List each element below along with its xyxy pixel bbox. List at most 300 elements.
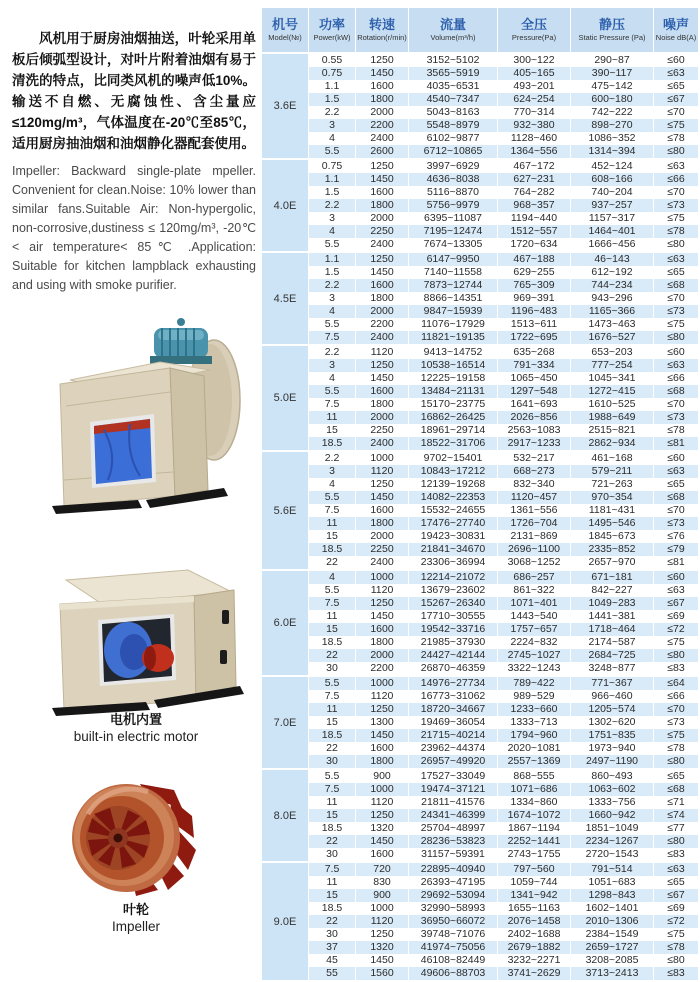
spec-cell: 2131~869 <box>498 530 570 543</box>
spec-cell: 2384~1549 <box>571 928 653 941</box>
spec-cell: 3208~2085 <box>571 954 653 967</box>
spec-cell: ≤65 <box>654 80 698 93</box>
spec-cell: 1205~574 <box>571 703 653 716</box>
spec-cell: 2200 <box>356 318 408 331</box>
spec-row <box>309 729 698 742</box>
spec-cell: 290~87 <box>571 54 653 67</box>
spec-cell: 29692~53094 <box>409 889 497 902</box>
spec-cell: 1.5 <box>309 93 355 106</box>
spec-cell: 1361~556 <box>498 504 570 517</box>
spec-cell: 842~227 <box>571 584 653 597</box>
spec-cell: 1473~463 <box>571 318 653 331</box>
spec-cell: ≤71 <box>654 796 698 809</box>
spec-cell: 41974~75056 <box>409 941 497 954</box>
spec-row <box>309 796 698 809</box>
spec-cell: 5.5 <box>309 145 355 158</box>
spec-cell: 4035~6531 <box>409 80 497 93</box>
spec-cell: 4 <box>309 372 355 385</box>
spec-cell: 1800 <box>356 93 408 106</box>
spec-cell: 1512~557 <box>498 225 570 238</box>
spec-cell: 1297~548 <box>498 385 570 398</box>
spec-cell: 30 <box>309 928 355 941</box>
spec-cell: 2250 <box>356 543 408 556</box>
spec-cell: ≤70 <box>654 106 698 119</box>
model-cell: 4.5E <box>262 253 308 344</box>
spec-cell: 1602~1401 <box>571 902 653 915</box>
spec-cell: 635~268 <box>498 346 570 359</box>
spec-cell: ≤69 <box>654 902 698 915</box>
spec-cell: 1157~317 <box>571 212 653 225</box>
spec-cell: 1718~464 <box>571 623 653 636</box>
spec-cell: 45 <box>309 954 355 967</box>
spec-cell: 789~422 <box>498 677 570 690</box>
spec-cell: 1450 <box>356 67 408 80</box>
spec-cell: 1250 <box>356 597 408 610</box>
model-cell: 9.0E <box>262 863 308 980</box>
spec-cell: ≤65 <box>654 876 698 889</box>
model-group <box>262 160 698 251</box>
spec-cell: ≤70 <box>654 703 698 716</box>
spec-cell: 3 <box>309 119 355 132</box>
spec-cell: ≤70 <box>654 292 698 305</box>
spec-cell: 1600 <box>356 186 408 199</box>
spec-row <box>309 279 698 292</box>
spec-cell: 3 <box>309 465 355 478</box>
spec-cell: 900 <box>356 770 408 783</box>
spec-cell: 16773~31062 <box>409 690 497 703</box>
header-label-en: Pressure(Pa) <box>511 33 557 42</box>
spec-row <box>309 119 698 132</box>
spec-cell: ≤80 <box>654 145 698 158</box>
spec-row <box>309 543 698 556</box>
spec-cell: 1341~942 <box>498 889 570 902</box>
spec-cell: 2743~1755 <box>498 848 570 861</box>
spec-cell: ≤63 <box>654 67 698 80</box>
spec-cell: 25704~48997 <box>409 822 497 835</box>
spec-row <box>309 106 698 119</box>
spec-cell: 1086~352 <box>571 132 653 145</box>
spec-cell: 1720~634 <box>498 238 570 251</box>
model-cell: 5.0E <box>262 346 308 450</box>
spec-cell: 6102~9877 <box>409 132 497 145</box>
spec-row <box>309 359 698 372</box>
spec-cell: 12214~21072 <box>409 571 497 584</box>
spec-cell: 2862~934 <box>571 437 653 450</box>
spec-cell: 1666~456 <box>571 238 653 251</box>
spec-cell: ≤63 <box>654 253 698 266</box>
spec-cell: 2720~1543 <box>571 848 653 861</box>
header-label-zh: 流量 <box>439 17 466 32</box>
spec-cell: 765~309 <box>498 279 570 292</box>
spec-cell: 1757~657 <box>498 623 570 636</box>
spec-cell: 15170~23775 <box>409 398 497 411</box>
spec-row <box>309 160 698 173</box>
spec-cell: 3565~5919 <box>409 67 497 80</box>
spec-cell: ≤80 <box>654 954 698 967</box>
spec-cell: 2335~852 <box>571 543 653 556</box>
header-cell <box>498 8 570 52</box>
spec-cell: 3741~2629 <box>498 967 570 980</box>
spec-cell: 18.5 <box>309 437 355 450</box>
spec-cell: 493~201 <box>498 80 570 93</box>
spec-cell: ≤75 <box>654 119 698 132</box>
spec-cell: 1128~460 <box>498 132 570 145</box>
spec-cell: 860~493 <box>571 770 653 783</box>
header-label-en: Rotation(r/min) <box>357 33 407 42</box>
spec-cell: 1196~483 <box>498 305 570 318</box>
spec-cell: 1181~431 <box>571 504 653 517</box>
spec-cell: 1845~673 <box>571 530 653 543</box>
spec-cell: 624~254 <box>498 93 570 106</box>
spec-cell: 2400 <box>356 331 408 344</box>
spec-cell: 15 <box>309 530 355 543</box>
spec-cell: 300~122 <box>498 54 570 67</box>
spec-cell: 2400 <box>356 238 408 251</box>
spec-cell: 1441~381 <box>571 610 653 623</box>
spec-row <box>309 424 698 437</box>
spec-cell: ≤67 <box>654 889 698 902</box>
spec-cell: 7.5 <box>309 690 355 703</box>
spec-cell: 1660~942 <box>571 809 653 822</box>
spec-cell: 900 <box>356 889 408 902</box>
spec-cell: 721~263 <box>571 478 653 491</box>
spec-cell: 943~296 <box>571 292 653 305</box>
spec-cell: ≤68 <box>654 491 698 504</box>
header-label-zh: 转速 <box>368 17 395 32</box>
model-group <box>262 770 698 861</box>
spec-cell: 898~270 <box>571 119 653 132</box>
spec-cell: 2659~1727 <box>571 941 653 954</box>
spec-cell: 15 <box>309 716 355 729</box>
spec-cell: ≤60 <box>654 571 698 584</box>
spec-cell: ≤80 <box>654 331 698 344</box>
spec-cell: 2200 <box>356 119 408 132</box>
spec-cell: 4 <box>309 132 355 145</box>
model-group <box>262 253 698 344</box>
spec-cell: ≤70 <box>654 504 698 517</box>
header-label-en: Noise dB(A) <box>655 33 697 42</box>
spec-cell: 5.5 <box>309 318 355 331</box>
spec-cell: 1120 <box>356 346 408 359</box>
spec-cell: 7873~12744 <box>409 279 497 292</box>
spec-cell: 600~180 <box>571 93 653 106</box>
spec-cell: 1250 <box>356 359 408 372</box>
spec-cell: 26393~47195 <box>409 876 497 889</box>
spec-cell: ≤78 <box>654 941 698 954</box>
spec-cell: ≤73 <box>654 716 698 729</box>
spec-cell: 8866~14351 <box>409 292 497 305</box>
spec-cell: 6147~9950 <box>409 253 497 266</box>
spec-row <box>309 305 698 318</box>
spec-cell: 1120 <box>356 465 408 478</box>
spec-cell: 1450 <box>356 173 408 186</box>
spec-cell: 1800 <box>356 636 408 649</box>
spec-cell: 2020~1081 <box>498 742 570 755</box>
spec-row <box>309 145 698 158</box>
spec-cell: 7.5 <box>309 783 355 796</box>
spec-cell: 1233~660 <box>498 703 570 716</box>
spec-cell: 968~357 <box>498 199 570 212</box>
description-english: Impeller: Backward single-plate mpeller. Convenient for clean.Noise: 10% lower than similar fans.Suitable Air: Non-hypergolic, non-corrosive,dustiness ≤ 120mg/m³, -20℃ < air temperature< 85℃ .Application: Suitable for kitchen lampblack exhausting and using with smoke purifier. <box>12 164 256 292</box>
spec-cell: 1726~704 <box>498 517 570 530</box>
spec-cell: 1450 <box>356 491 408 504</box>
spec-cell: 937~257 <box>571 199 653 212</box>
table-body <box>262 54 698 980</box>
spec-row <box>309 517 698 530</box>
spec-cell: 18.5 <box>309 729 355 742</box>
spec-row <box>309 504 698 517</box>
spec-cell: 1973~940 <box>571 742 653 755</box>
spec-cell: 28236~53823 <box>409 835 497 848</box>
spec-cell: 37 <box>309 941 355 954</box>
model-cell: 7.0E <box>262 677 308 768</box>
spec-cell: 2679~1882 <box>498 941 570 954</box>
spec-cell: ≤80 <box>654 238 698 251</box>
spec-row <box>309 623 698 636</box>
spec-row <box>309 649 698 662</box>
spec-cell: 1450 <box>356 729 408 742</box>
motor-caption-en: built-in electric motor <box>73 729 199 744</box>
spec-cell: 17476~27740 <box>409 517 497 530</box>
header-cell <box>409 8 497 52</box>
spec-cell: 1051~683 <box>571 876 653 889</box>
spec-cell: 7.5 <box>309 597 355 610</box>
spec-cell: 16862~26425 <box>409 411 497 424</box>
spec-cell: 2200 <box>356 662 408 675</box>
spec-cell: 15 <box>309 889 355 902</box>
spec-cell: 1165~366 <box>571 305 653 318</box>
spec-cell: 1250 <box>356 703 408 716</box>
spec-cell: 579~211 <box>571 465 653 478</box>
spec-cell: 1063~602 <box>571 783 653 796</box>
spec-row <box>309 54 698 67</box>
spec-cell: 791~514 <box>571 863 653 876</box>
spec-cell: 24341~46399 <box>409 809 497 822</box>
spec-cell: 22895~40940 <box>409 863 497 876</box>
spec-cell: 1071~686 <box>498 783 570 796</box>
spec-cell: 1794~960 <box>498 729 570 742</box>
spec-cell: 3 <box>309 212 355 225</box>
spec-cell: 1600 <box>356 80 408 93</box>
spec-row <box>309 292 698 305</box>
spec-cell: 21715~40214 <box>409 729 497 742</box>
spec-cell: 17710~30555 <box>409 610 497 623</box>
spec-cell: 19423~30831 <box>409 530 497 543</box>
header-label-zh: 功率 <box>318 17 345 32</box>
model-group <box>262 452 698 569</box>
spec-cell: 5116~8870 <box>409 186 497 199</box>
spec-cell: 989~529 <box>498 690 570 703</box>
spec-row <box>309 755 698 768</box>
spec-row <box>309 465 698 478</box>
spec-cell: 11 <box>309 703 355 716</box>
spec-row <box>309 238 698 251</box>
spec-cell: 1.1 <box>309 80 355 93</box>
spec-cell: 1800 <box>356 755 408 768</box>
spec-cell: 15 <box>309 809 355 822</box>
spec-row <box>309 571 698 584</box>
spec-cell: 1334~860 <box>498 796 570 809</box>
spec-row <box>309 385 698 398</box>
spec-cell: ≤70 <box>654 186 698 199</box>
spec-row <box>309 186 698 199</box>
spec-cell: 467~188 <box>498 253 570 266</box>
spec-cell: 11 <box>309 796 355 809</box>
spec-cell: 1250 <box>356 928 408 941</box>
spec-row <box>309 331 698 344</box>
spec-cell: ≤74 <box>654 809 698 822</box>
spec-row <box>309 199 698 212</box>
spec-cell: 1600 <box>356 504 408 517</box>
spec-cell: 6712~10865 <box>409 145 497 158</box>
spec-row <box>309 954 698 967</box>
spec-cell: 1450 <box>356 610 408 623</box>
spec-cell: 2076~1458 <box>498 915 570 928</box>
spec-cell: 11 <box>309 610 355 623</box>
fan-unit-photo <box>36 558 248 718</box>
model-cell: 3.6E <box>262 54 308 158</box>
spec-cell: 1600 <box>356 742 408 755</box>
spec-cell: 12225~19158 <box>409 372 497 385</box>
spec-cell: 2400 <box>356 556 408 569</box>
spec-cell: 5043~8163 <box>409 106 497 119</box>
spec-cell: 2.2 <box>309 199 355 212</box>
spec-cell: 7.5 <box>309 331 355 344</box>
table-header-row <box>262 8 698 52</box>
spec-cell: 0.75 <box>309 67 355 80</box>
spec-cell: 1000 <box>356 783 408 796</box>
spec-cell: 797~560 <box>498 863 570 876</box>
spec-row <box>309 318 698 331</box>
spec-cell: 2026~856 <box>498 411 570 424</box>
spec-cell: 22 <box>309 556 355 569</box>
model-cell: 4.0E <box>262 160 308 251</box>
spec-cell: ≤83 <box>654 967 698 980</box>
spec-cell: 11 <box>309 517 355 530</box>
spec-cell: 1059~744 <box>498 876 570 889</box>
spec-cell: 627~231 <box>498 173 570 186</box>
spec-cell: ≤75 <box>654 729 698 742</box>
spec-row <box>309 636 698 649</box>
spec-cell: ≤81 <box>654 437 698 450</box>
spec-cell: 467~172 <box>498 160 570 173</box>
spec-cell: ≤75 <box>654 928 698 941</box>
spec-cell: 830 <box>356 876 408 889</box>
header-label-en: Power(kW) <box>313 33 351 42</box>
specification-table <box>262 8 698 982</box>
spec-cell: 21841~34670 <box>409 543 497 556</box>
spec-cell: 1364~556 <box>498 145 570 158</box>
description-chinese: 风机用于厨房油烟抽送，叶轮采用单板后倾弧型设计，对叶片附着油烟有易于清洗的特点，比同类风机的噪声低10%。输送不自燃、无腐蚀性、含尘量应≤120mg/m³，气体温度在-20℃至85℃，适用厨房抽油烟和油烟静化器配套使用。 <box>12 31 256 151</box>
spec-cell: ≤81 <box>654 556 698 569</box>
spec-cell: 22 <box>309 835 355 848</box>
spec-row <box>309 835 698 848</box>
spec-cell: 13679~23602 <box>409 584 497 597</box>
spec-cell: 11 <box>309 411 355 424</box>
spec-cell: 1250 <box>356 809 408 822</box>
spec-cell: 1320 <box>356 941 408 954</box>
spec-cell: ≤66 <box>654 173 698 186</box>
spec-cell: 26957~49920 <box>409 755 497 768</box>
spec-cell: 1443~540 <box>498 610 570 623</box>
spec-cell: ≤83 <box>654 662 698 675</box>
spec-cell: 2515~821 <box>571 424 653 437</box>
spec-cell: 2400 <box>356 132 408 145</box>
spec-cell: ≤70 <box>654 398 698 411</box>
spec-cell: 1800 <box>356 199 408 212</box>
spec-cell: 46108~82449 <box>409 954 497 967</box>
motor-caption-zh: 电机内置 <box>109 712 162 727</box>
spec-cell: 742~222 <box>571 106 653 119</box>
spec-cell: 2250 <box>356 225 408 238</box>
spec-cell: 771~367 <box>571 677 653 690</box>
spec-row <box>309 491 698 504</box>
spec-cell: 2000 <box>356 305 408 318</box>
spec-row <box>309 610 698 623</box>
spec-cell: 1.5 <box>309 266 355 279</box>
spec-row <box>309 530 698 543</box>
spec-cell: 3232~2271 <box>498 954 570 967</box>
spec-cell: 686~257 <box>498 571 570 584</box>
spec-row <box>309 584 698 597</box>
spec-cell: 629~255 <box>498 266 570 279</box>
spec-cell: 18961~29714 <box>409 424 497 437</box>
spec-cell: 1250 <box>356 478 408 491</box>
spec-cell: 2557~1369 <box>498 755 570 768</box>
spec-cell: ≤63 <box>654 863 698 876</box>
spec-cell: 22 <box>309 742 355 755</box>
spec-cell: 7140~11558 <box>409 266 497 279</box>
spec-row <box>309 770 698 783</box>
spec-row <box>309 662 698 675</box>
spec-cell: 3713~2413 <box>571 967 653 980</box>
spec-cell: 23306~36994 <box>409 556 497 569</box>
spec-cell: 3248~877 <box>571 662 653 675</box>
spec-cell: 832~340 <box>498 478 570 491</box>
spec-cell: 1333~756 <box>571 796 653 809</box>
spec-row <box>309 372 698 385</box>
spec-cell: 475~142 <box>571 80 653 93</box>
spec-cell: ≤79 <box>654 543 698 556</box>
spec-row <box>309 928 698 941</box>
spec-cell: ≤65 <box>654 770 698 783</box>
spec-cell: ≤63 <box>654 160 698 173</box>
spec-cell: 2224~832 <box>498 636 570 649</box>
spec-cell: 405~165 <box>498 67 570 80</box>
spec-cell: ≤80 <box>654 755 698 768</box>
spec-cell: 1655~1163 <box>498 902 570 915</box>
model-group <box>262 571 698 675</box>
spec-cell: ≤80 <box>654 649 698 662</box>
header-cell <box>571 8 653 52</box>
spec-cell: 1250 <box>356 54 408 67</box>
spec-cell: 17527~33049 <box>409 770 497 783</box>
header-cell <box>309 8 355 52</box>
spec-cell: 39748~71076 <box>409 928 497 941</box>
spec-cell: 1867~1194 <box>498 822 570 835</box>
spec-cell: ≤60 <box>654 452 698 465</box>
spec-cell: 2234~1267 <box>571 835 653 848</box>
spec-cell: 1560 <box>356 967 408 980</box>
impeller-caption <box>12 902 260 935</box>
spec-cell: ≤76 <box>654 530 698 543</box>
spec-cell: 868~555 <box>498 770 570 783</box>
spec-row <box>309 597 698 610</box>
spec-cell: 11821~19135 <box>409 331 497 344</box>
spec-cell: 1.1 <box>309 253 355 266</box>
spec-row <box>309 902 698 915</box>
spec-cell: ≤68 <box>654 385 698 398</box>
